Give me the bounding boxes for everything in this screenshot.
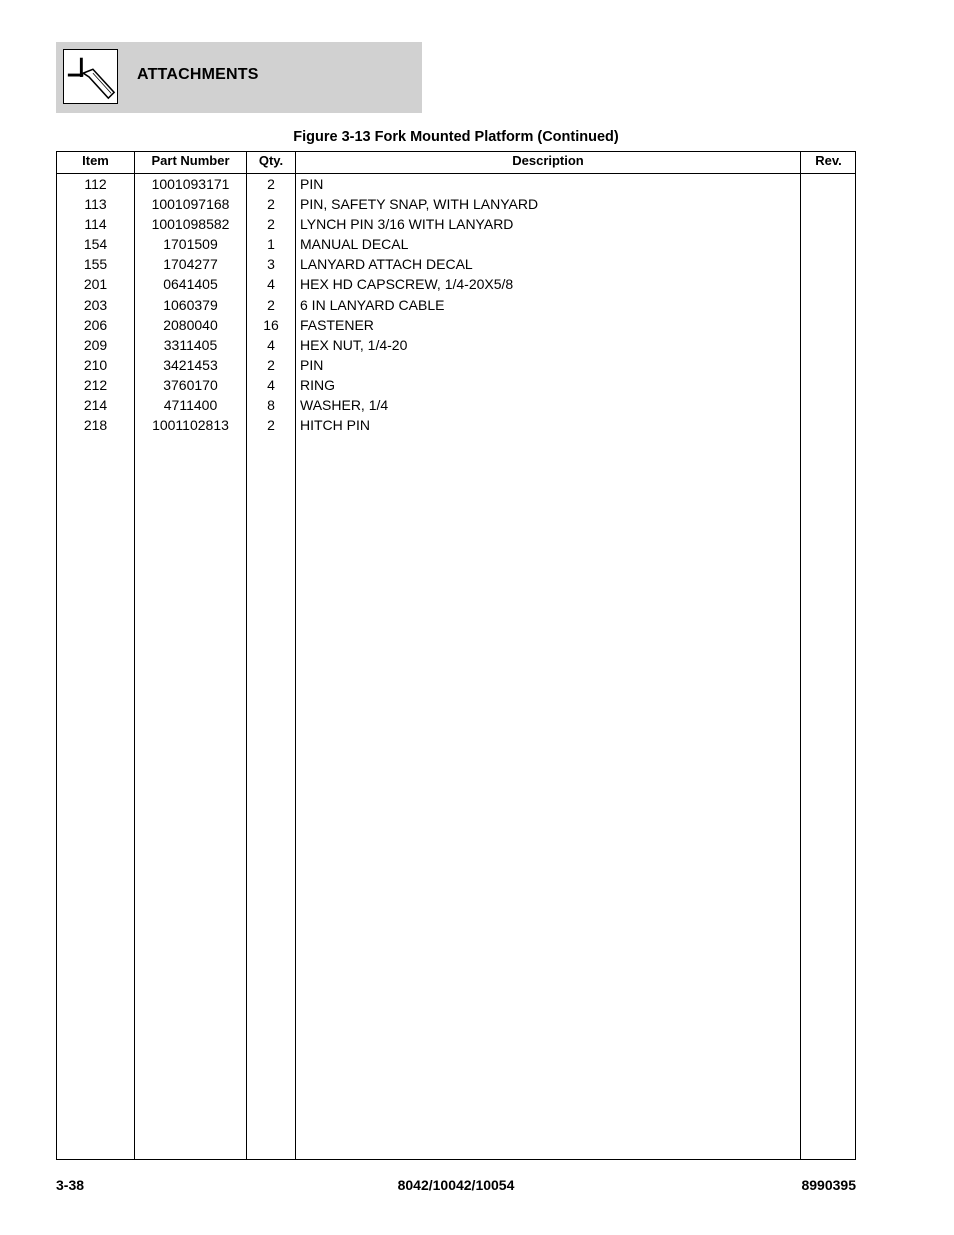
part-number: 1060379: [163, 296, 218, 313]
column-header-part-number: Part Number: [151, 153, 230, 168]
table-row: [57, 214, 855, 234]
item-number: 218: [83, 417, 108, 434]
description: PIN: [300, 356, 324, 373]
table-row: [57, 355, 855, 375]
part-number: 1001093171: [151, 176, 230, 192]
item-number: 113: [84, 196, 107, 213]
column-header-item: Item: [82, 153, 109, 168]
table-row: [57, 375, 855, 395]
quantity: 2: [267, 296, 275, 313]
table-row: [57, 234, 855, 254]
quantity: 2: [267, 356, 275, 373]
item-number: 210: [83, 356, 108, 373]
quantity: 8: [267, 397, 275, 414]
part-number: 2080040: [163, 316, 218, 333]
quantity: 2: [267, 417, 275, 434]
table-row: [57, 274, 855, 294]
parts-table: [56, 151, 856, 1160]
item-number: 155: [83, 256, 108, 273]
quantity: 2: [267, 176, 275, 192]
description: RING: [300, 376, 335, 393]
table-row: [57, 295, 855, 315]
quantity: 4: [267, 376, 275, 393]
description: 6 IN LANYARD CABLE: [300, 296, 445, 313]
revision: [801, 375, 856, 395]
table-row: [57, 194, 855, 214]
revision: [801, 254, 856, 274]
description: LYNCH PIN 3/16 WITH LANYARD: [300, 216, 514, 233]
revision: [801, 295, 856, 315]
part-number: 1704277: [163, 256, 218, 273]
description: FASTENER: [300, 316, 374, 333]
document-number: 8990395: [801, 1177, 856, 1193]
description: MANUAL DECAL: [300, 236, 409, 253]
column-header-qty: Qty.: [258, 153, 284, 168]
figure-title: Figure 3-13 Fork Mounted Platform (Continued): [293, 129, 619, 145]
quantity: 3: [267, 256, 275, 273]
item-number: 201: [83, 276, 108, 293]
item-number: 209: [83, 336, 108, 353]
description: HEX HD CAPSCREW, 1/4-20X5/8: [300, 276, 514, 293]
part-number: 1001102813: [152, 417, 229, 434]
quantity: 1: [267, 236, 275, 253]
tool-wrench-icon: [63, 49, 118, 104]
table-row: [57, 395, 855, 415]
quantity: 2: [267, 216, 275, 233]
column-header-description: Description: [512, 153, 584, 168]
description: HEX NUT, 1/4-20: [300, 336, 408, 353]
table-body: [57, 174, 855, 435]
revision: [801, 214, 856, 234]
revision: [801, 234, 856, 254]
revision: [801, 395, 856, 415]
description: LANYARD ATTACH DECAL: [300, 256, 473, 273]
part-number: 0641405: [163, 276, 218, 293]
part-number: 1001098582: [151, 216, 230, 233]
description: PIN: [300, 176, 324, 192]
column-header-rev: Rev.: [815, 153, 842, 168]
table-row: [57, 315, 855, 335]
table-row: [57, 174, 855, 194]
part-number: 4711400: [163, 397, 218, 414]
revision: [801, 335, 856, 355]
table-row: [57, 254, 855, 274]
quantity: 16: [263, 316, 279, 333]
quantity: 4: [267, 336, 275, 353]
model-numbers: 8042/10042/10054: [397, 1177, 515, 1193]
table-header: [57, 152, 855, 174]
part-number: 3760170: [163, 376, 218, 393]
revision: [801, 415, 856, 435]
revision: [801, 355, 856, 375]
item-number: 206: [83, 316, 108, 333]
quantity: 2: [267, 196, 275, 213]
revision: [801, 274, 856, 294]
description: HITCH PIN: [300, 417, 370, 434]
quantity: 4: [267, 276, 275, 293]
part-number: 3311405: [163, 336, 218, 353]
revision: [801, 315, 856, 335]
description: PIN, SAFETY SNAP, WITH LANYARD: [300, 196, 539, 213]
item-number: 112: [84, 176, 107, 192]
part-number: 3421453: [163, 356, 218, 373]
revision: [801, 174, 856, 194]
revision: [801, 194, 856, 214]
table-row: [57, 415, 855, 435]
item-number: 203: [83, 296, 108, 313]
page-number: 3-38: [56, 1177, 85, 1193]
item-number: 214: [83, 397, 108, 414]
item-number: 114: [84, 216, 107, 233]
item-number: 212: [83, 376, 108, 393]
section-title: ATTACHMENTS: [137, 66, 259, 83]
description: WASHER, 1/4: [300, 397, 389, 414]
part-number: 1701509: [163, 236, 218, 253]
part-number: 1001097168: [151, 196, 230, 213]
table-row: [57, 335, 855, 355]
item-number: 154: [83, 236, 108, 253]
